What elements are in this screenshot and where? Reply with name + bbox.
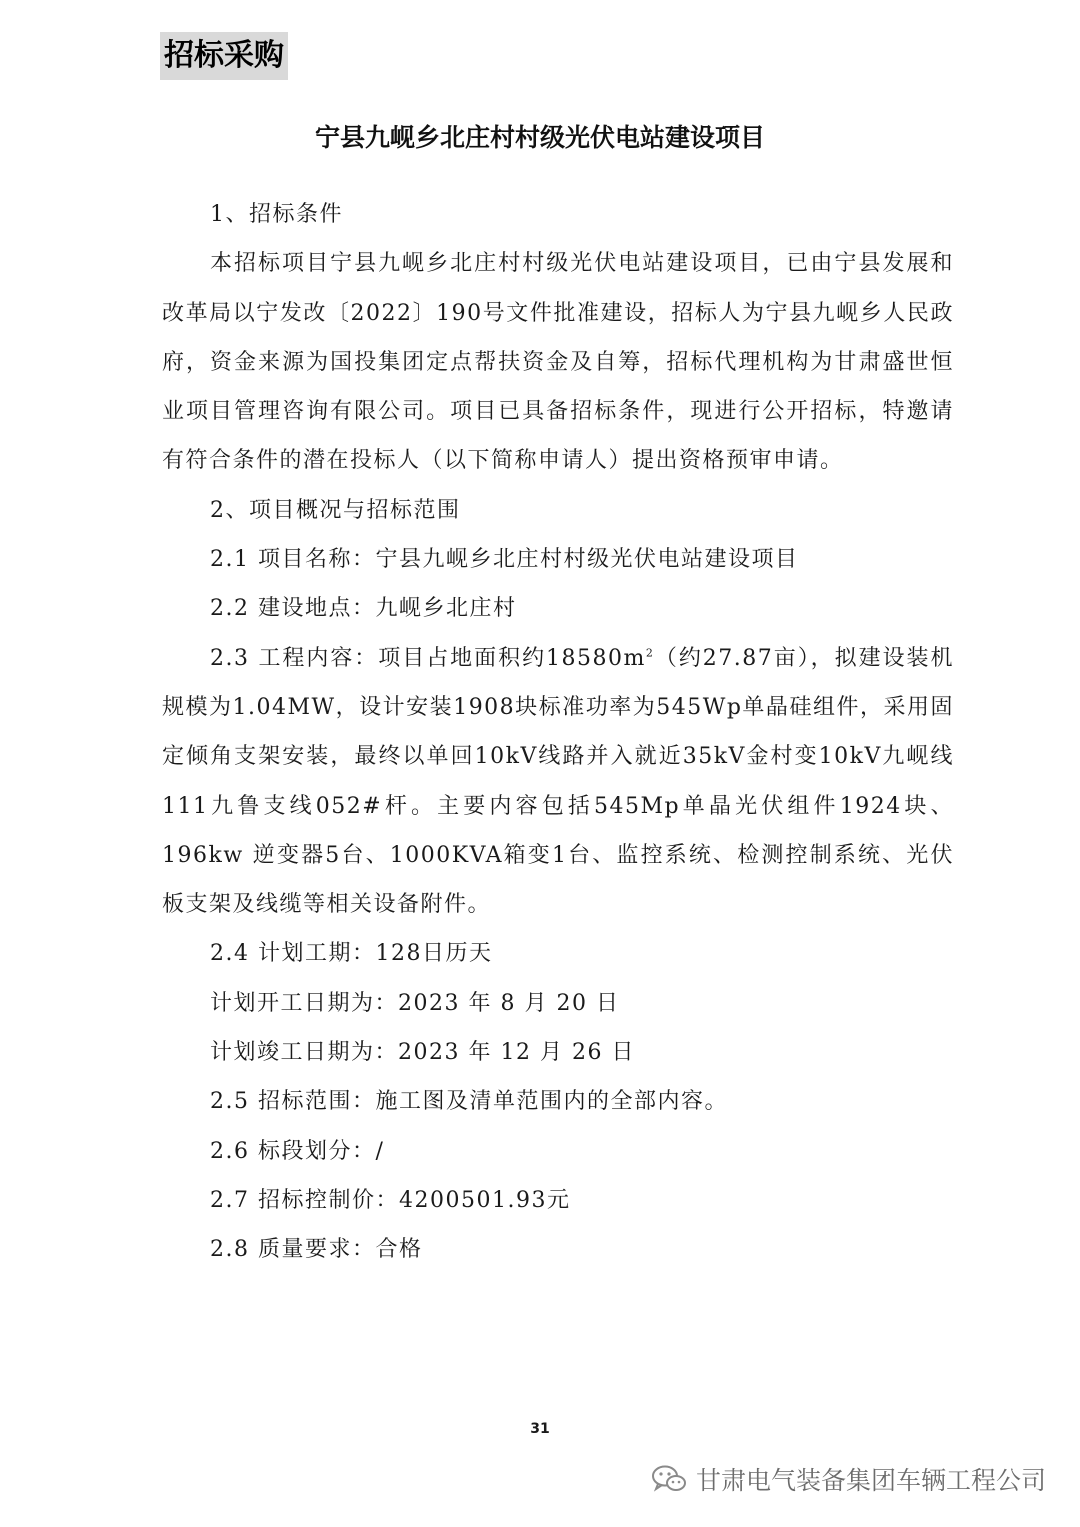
watermark-text: 甘肃电气装备集团车辆工程公司: [695, 1466, 1046, 1495]
start-date: 计划开工日期为：2023 年 8 月 20 日: [210, 990, 620, 1016]
page-number: 31: [530, 1421, 550, 1437]
section-tag: 招标采购: [160, 32, 288, 80]
section-2-heading: 2、项目概况与招标范围: [210, 497, 461, 523]
document-title: 宁县九岘乡北庄村村级光伏电站建设项目: [314, 123, 765, 152]
section-1-heading: 1、招标条件: [210, 202, 343, 227]
item-2-1: 2.1 项目名称：宁县九岘乡北庄村村级光伏电站建设项目: [210, 547, 799, 573]
item-2-6: 2.6 标段划分：/: [210, 1138, 385, 1164]
item-2-3: [162, 634, 954, 930]
item-2-3-lead: 2.3 工程内容：项目占地面积约18580m: [210, 645, 646, 671]
item-2-8: 2.8 质量要求：合格: [210, 1237, 423, 1263]
document-body: [162, 190, 954, 1275]
item-2-4: 2.4 计划工期：128日历天: [210, 941, 493, 967]
watermark: [652, 1461, 1046, 1497]
wechat-icon: [652, 1465, 686, 1493]
item-2-5: 2.5 招标范围：施工图及清单范围内的全部内容。: [210, 1089, 728, 1115]
item-2-2: 2.2 建设地点：九岘乡北庄村: [210, 596, 517, 622]
item-2-7: 2.7 招标控制价：4200501.93元: [210, 1187, 571, 1213]
section-1-paragraph: 本招标项目宁县九岘乡北庄村村级光伏电站建设项目，已由宁县发展和改革局以宁发改〔2022〕190号文件批准建设，招标人为宁县九岘乡人民政府，资金来源为国投集团定点帮扶资金及自筹，招标代理机构为甘肃盛世恒业项目管理咨询有限公司。项目已具备招标条件，现进行公开招标，特邀请有符合条件的潜在投标人（以下简称申请人）提出资格预审申请。: [162, 251, 954, 474]
end-date: 计划竣工日期为：2023 年 12 月 26 日: [210, 1040, 635, 1066]
superscript-2: 2: [645, 646, 655, 660]
item-2-3-rest: （约27.87亩），拟建设装机规模为1.04MW，设计安装1908块标准功率为545Wp单晶硅组件，采用固定倾角支架安装，最终以单回10kV线路并入就近35kV金村变10kV九岘线111九鲁支线052#杆。主要内容包括545Mp单晶光伏组件1924块、196kw 逆变器5台、1000KVA箱变1台、监控系统、检测控制系统、光伏板支架及线缆等相关设备附件。: [162, 645, 955, 918]
